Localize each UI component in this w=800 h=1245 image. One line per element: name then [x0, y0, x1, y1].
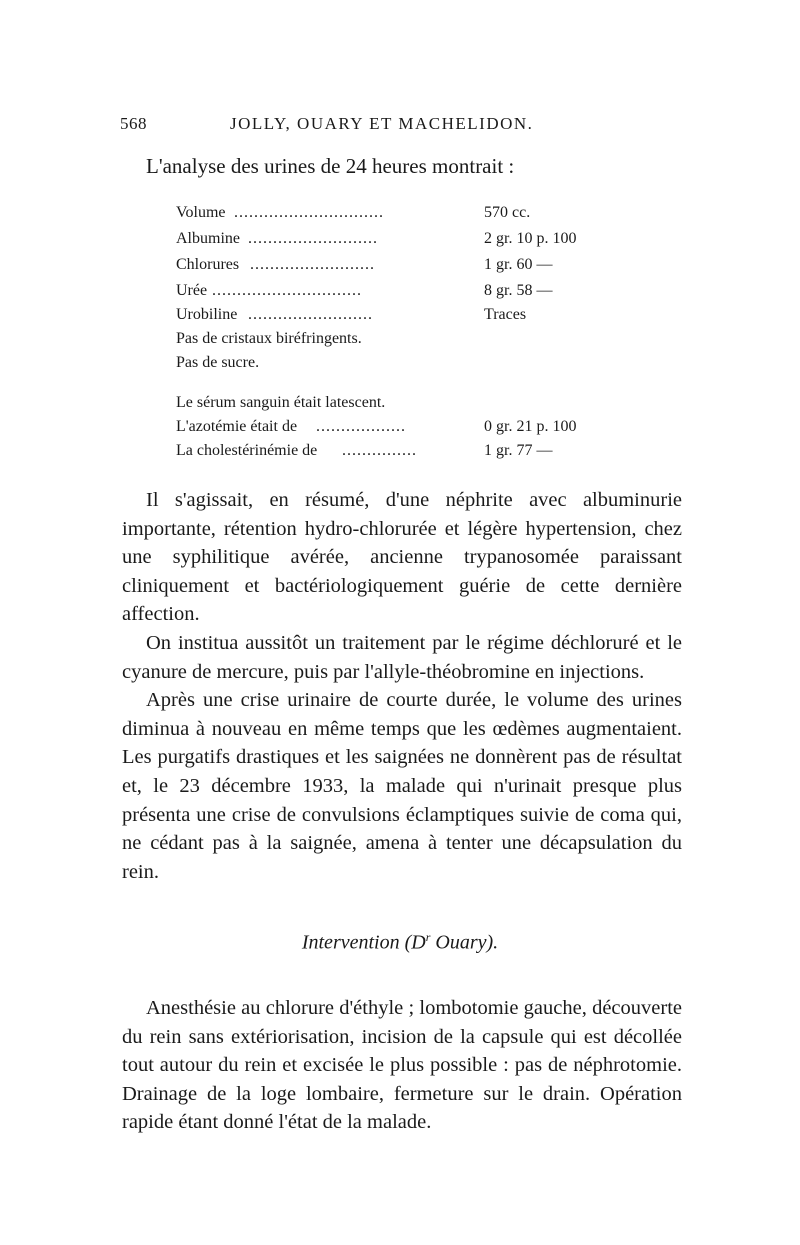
page-number: 568	[120, 114, 147, 133]
section-heading	[0, 930, 800, 955]
paragraph: Il s'agissait, en résumé, d'une néphrite avec albuminurie importante, rétention hydro-chlorurée et légère hypertension, chez une syphilitique avérée, ancienne trypanosomée paraissant cliniquement et bactériologiquement guérie de cette dernière affection.	[122, 489, 682, 626]
row-value: 570 cc.	[484, 204, 531, 221]
final-text	[122, 994, 682, 1137]
heading-text: Ouary).	[430, 931, 499, 954]
paragraph: Anesthésie au chlorure d'éthyle ; lombotomie gauche, découverte du rein sans extériorisation, incision de la capsule qui est décollée tout autour du rein et excisée le plus possible : pas de néphrotomie. Drainage de la loge lombaire, fermeture sur le drain. Opération rapide étant donné l'état de la malade.	[122, 997, 682, 1134]
leader-dots: ..............................	[212, 282, 362, 299]
serum-text: Le sérum sanguin était latescent.	[176, 394, 386, 411]
row-label: Volume	[176, 204, 226, 221]
heading-text: Intervention (D	[301, 931, 426, 954]
row-value: Traces	[484, 306, 527, 323]
leader-dots: .........................	[250, 256, 375, 273]
leader-dots: ..............................	[234, 204, 384, 221]
row-label: Urée	[176, 282, 208, 299]
main-text	[122, 486, 682, 886]
running-head: JOLLY, OUARY ET MACHELIDON.	[230, 114, 534, 133]
row-label: Urobiline	[176, 306, 238, 323]
note-text: Pas de sucre.	[176, 354, 260, 371]
row-label: Albumine	[176, 230, 240, 247]
leader-dots: .........................	[248, 306, 373, 323]
leader-dots: ..................	[316, 418, 406, 435]
heading-superscript: r	[425, 930, 431, 944]
row-value: 2 gr. 10 p. 100	[484, 230, 577, 247]
note-text: Pas de cristaux biréfringents.	[176, 330, 362, 347]
row-label: L'azotémie était de	[176, 418, 298, 435]
row-value: 1 gr. 60 —	[484, 256, 553, 273]
row-value: 8 gr. 58 —	[484, 282, 553, 299]
row-value: 1 gr. 77 —	[484, 442, 553, 459]
row-label: La cholestérinémie de	[176, 442, 318, 459]
paragraph: On institua aussitôt un traitement par le régime déchloruré et le cyanure de mercure, puis par l'allyle-théobromine en injections.	[122, 631, 682, 683]
row-value: 0 gr. 21 p. 100	[484, 418, 577, 435]
paragraph: Après une crise urinaire de courte durée, le volume des urines diminua à nouveau en même temps que les œdèmes augmentaient. Les purgatifs drastiques et les saignées ne donnèrent pas de résultat et, le 23 décembre 1933, la malade qui n'urinait presque plus présenta une crise de convulsions éclamptiques suivie de coma qui, ne cédant pas à la saignée, amena à tenter une décapsulation du rein.	[122, 689, 682, 883]
leader-dots: ..........................	[248, 230, 378, 247]
row-label: Chlorures	[176, 256, 240, 273]
leader-dots: ...............	[342, 442, 417, 459]
intro-line: L'analyse des urines de 24 heures montrait :	[146, 154, 515, 178]
